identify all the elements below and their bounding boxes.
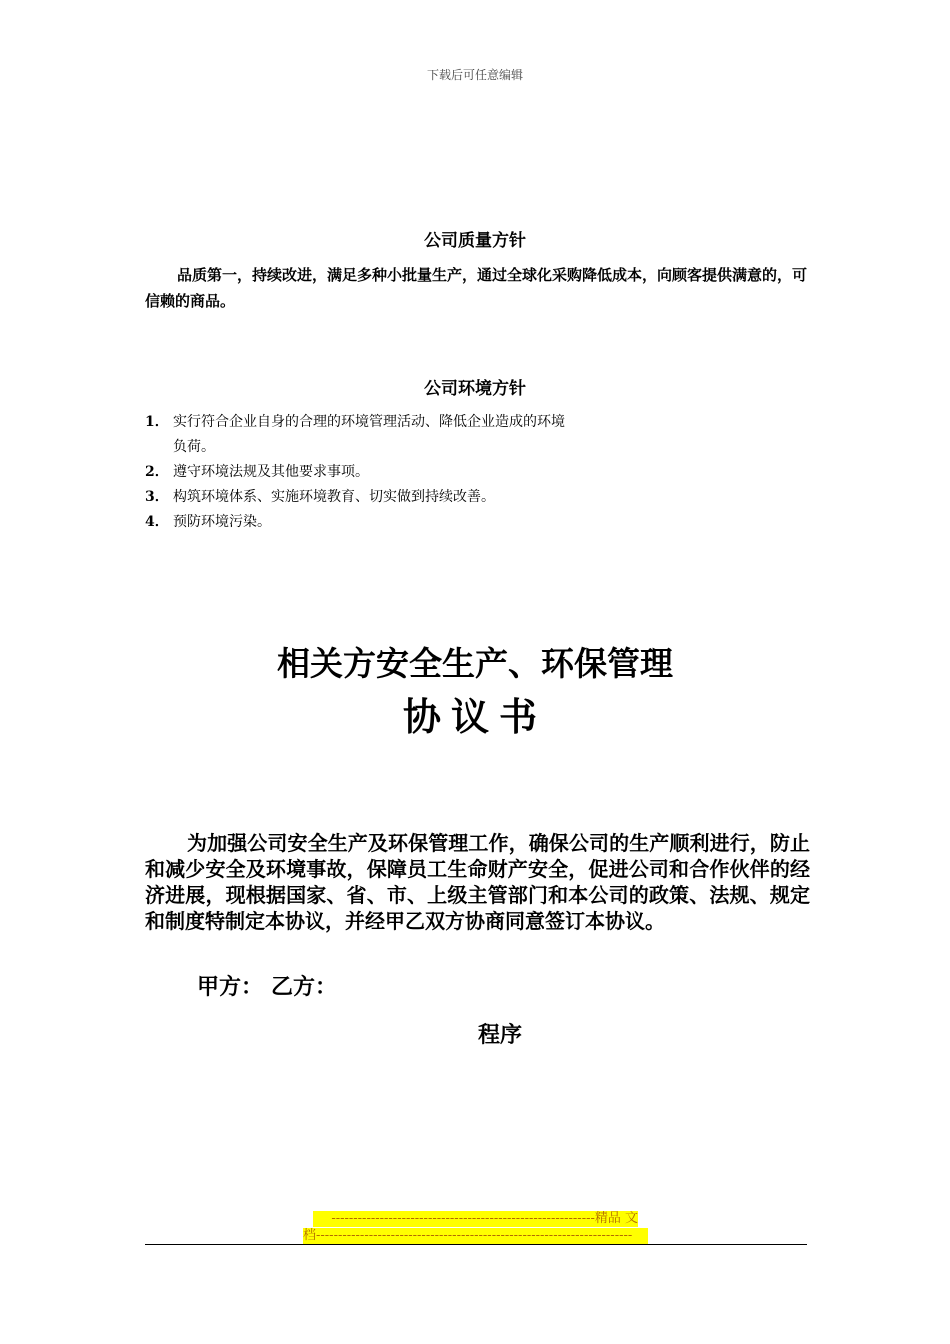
list-item-text: 预防环境污染。 bbox=[173, 514, 271, 530]
environment-policy-title: 公司环境方针 bbox=[424, 379, 526, 399]
list-item bbox=[145, 410, 810, 460]
footer-watermark-line1: ------------------------------------------------------------精品 文 bbox=[313, 1211, 638, 1227]
agreement-title-line2: 协议书 bbox=[402, 695, 547, 739]
party-a-label: 甲方： bbox=[197, 974, 264, 1000]
download-note: 下载后可任意编辑 bbox=[426, 68, 523, 82]
list-item-text: 实行符合企业自身的合理的环境管理活动、降低企业造成的环境负荷。 bbox=[173, 414, 565, 455]
list-item-number: 3． bbox=[145, 489, 169, 505]
quality-policy-title: 公司质量方针 bbox=[424, 231, 526, 251]
list-item-number: 2． bbox=[145, 464, 169, 480]
agreement-body-paragraph: 为加强公司安全生产及环保管理工作，确保公司的生产顺利进行，防止和减少安全及环境事故，保障员工生命财产安全，促进公司和合作伙伴的经济进展，现根据国家、省、市、上级主管部门和本公司的政策、法规、规定和制度特制定本协议，并经甲乙双方协商同意签订本协议。 bbox=[145, 831, 810, 933]
footer-watermark-line2: 档------------------------------------------------------------------------ bbox=[303, 1228, 648, 1244]
list-item-text: 遵守环境法规及其他要求事项。 bbox=[173, 464, 369, 480]
list-item-text: 构筑环境体系、实施环境教育、切实做到持续改善。 bbox=[173, 489, 495, 505]
list-item-number: 4． bbox=[145, 514, 169, 530]
list-item-number: 1． bbox=[145, 414, 169, 430]
list-item bbox=[145, 460, 810, 485]
signing-parties bbox=[197, 970, 345, 1001]
party-b-label: 乙方： bbox=[271, 974, 338, 1000]
agreement-title-line1: 相关方安全生产、环保管理 bbox=[277, 644, 673, 683]
list-item bbox=[145, 485, 810, 510]
list-item bbox=[145, 510, 810, 535]
environment-policy-list bbox=[145, 410, 810, 535]
footer-divider bbox=[145, 1244, 807, 1245]
quality-policy-text: 品质第一，持续改进，满足多种小批量生产，通过全球化采购降低成本，向顾客提供满意的，可信赖的商品。 bbox=[145, 266, 808, 310]
procedure-heading: 程序 bbox=[477, 1022, 522, 1048]
